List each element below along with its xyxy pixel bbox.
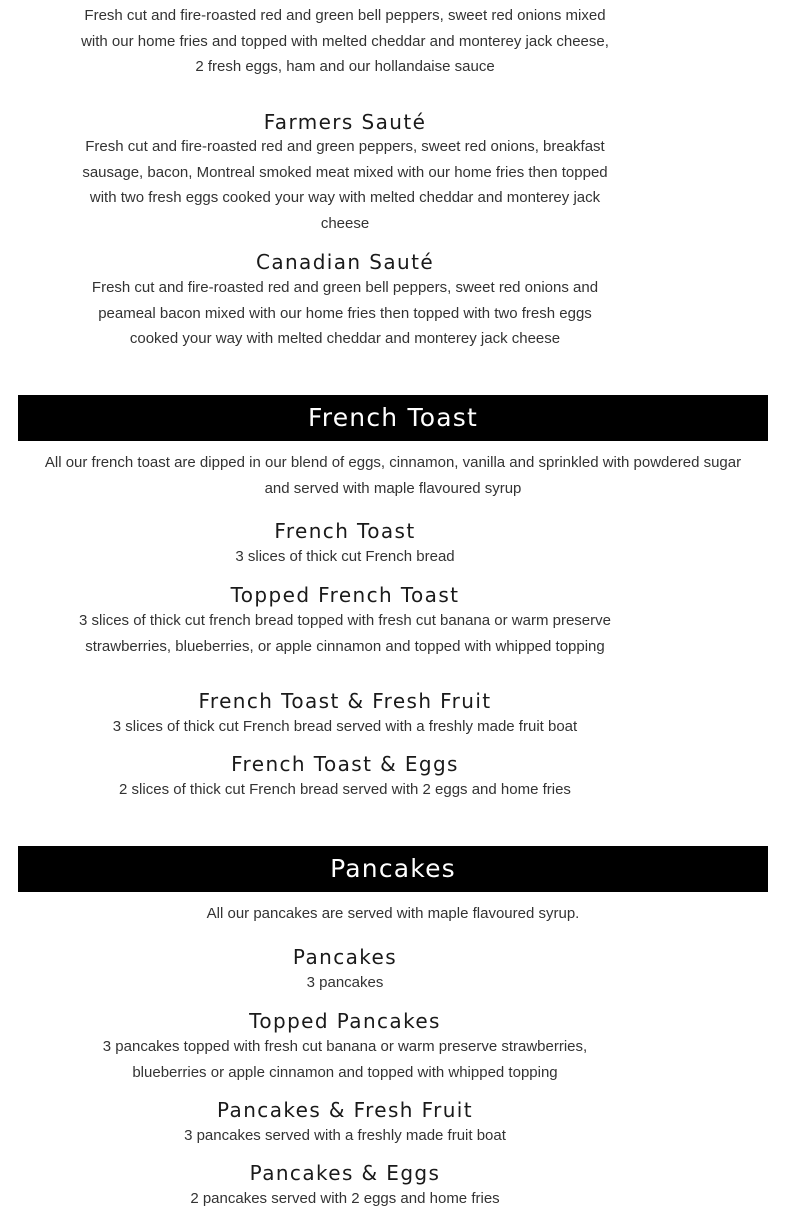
section-banner-pancakes: Pancakes (18, 846, 768, 892)
intro-line: All our pancakes are served with maple flavoured syrup. (206, 905, 580, 922)
menu-item-description (0, 608, 690, 659)
menu-item-description (0, 970, 690, 996)
description-line: 2 fresh eggs, ham and our hollandaise sauce (195, 58, 495, 75)
description-line: sausage, bacon, Montreal smoked meat mixed with our home fries then topped (82, 163, 608, 181)
description-line: peameal bacon mixed with our home fries then topped with two fresh eggs (98, 304, 592, 322)
description-line: 3 slices of thick cut french bread topped with fresh cut banana or warm preserve (79, 612, 611, 629)
description-line: blueberries or apple cinnamon and topped with whipped topping (132, 1063, 558, 1081)
menu-item-description (0, 1034, 690, 1085)
menu-item-description (0, 544, 690, 570)
menu-item-title: French Toast & Fresh Fruit (198, 689, 492, 713)
description-line: cheese (320, 214, 370, 232)
section-banner-french-toast: French Toast (18, 395, 768, 441)
description-line: 3 pancakes served with a freshly made fruit boat (184, 1127, 506, 1144)
menu-item-description (0, 275, 690, 352)
description-line: 3 slices of thick cut French bread (235, 548, 455, 565)
section-intro-french-toast (18, 450, 768, 502)
description-line: with two fresh eggs cooked your way with melted cheddar and monterey jack (89, 189, 601, 206)
menu-item-description (0, 1186, 690, 1212)
description-line: Fresh cut and fire-roasted red and green bell peppers, sweet red onions mixed (84, 7, 606, 24)
description-line: 3 pancakes (306, 974, 384, 991)
menu-item-description (0, 777, 690, 803)
description-line: 3 pancakes topped with fresh cut banana or warm preserve strawberries, (102, 1038, 588, 1055)
description-line: cooked your way with melted cheddar and monterey jack cheese (129, 330, 561, 347)
description-line: strawberries, blueberries, or apple cinnamon and topped with whipped topping (85, 637, 605, 655)
menu-item-description (0, 134, 690, 236)
menu-item-title: Pancakes & Eggs (249, 1161, 441, 1185)
menu-item-title: Topped French Toast (230, 583, 460, 607)
menu-item-title: French Toast (274, 519, 416, 543)
menu-item-title: Topped Pancakes (249, 1009, 441, 1033)
section-intro-pancakes (18, 901, 768, 927)
description-line: 2 pancakes served with 2 eggs and home fries (190, 1190, 500, 1207)
menu-item-title: Pancakes (292, 945, 398, 969)
menu-item-title: Farmers Sauté (263, 110, 427, 134)
menu-item-description (0, 3, 690, 80)
description-line: Fresh cut and fire-roasted red and green peppers, sweet red onions, breakfast (85, 138, 605, 155)
description-line: with our home fries and topped with melted cheddar and monterey jack cheese, (81, 32, 609, 50)
description-line: 3 slices of thick cut French bread served with a freshly made fruit boat (112, 718, 578, 735)
description-line: 2 slices of thick cut French bread served with 2 eggs and home fries (119, 781, 571, 798)
menu-item-description (0, 1123, 690, 1149)
intro-line: and served with maple flavoured syrup (264, 480, 522, 497)
menu-item-description (0, 714, 690, 740)
menu-item-title: French Toast & Eggs (231, 752, 459, 776)
menu-item-title: Pancakes & Fresh Fruit (217, 1098, 473, 1122)
intro-line: All our french toast are dipped in our blend of eggs, cinnamon, vanilla and sprinkled with powdered sugar (44, 454, 742, 471)
description-line: Fresh cut and fire-roasted red and green bell peppers, sweet red onions and (91, 279, 599, 296)
menu-item-title: Canadian Sauté (255, 250, 435, 274)
